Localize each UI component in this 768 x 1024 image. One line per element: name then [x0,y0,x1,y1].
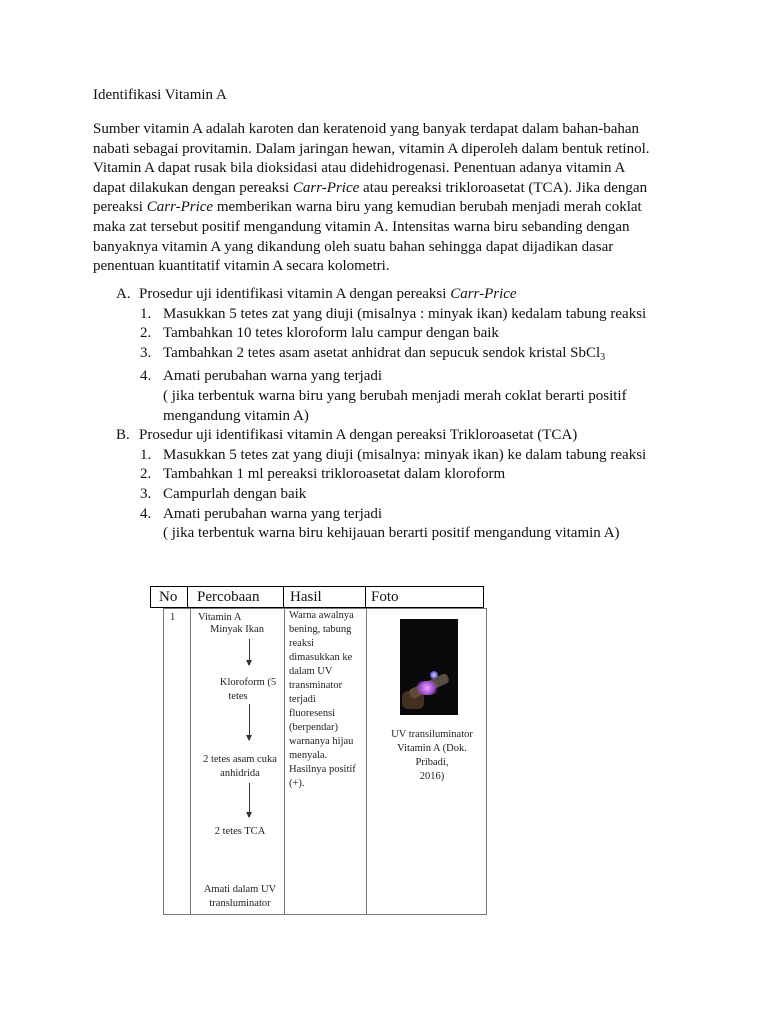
header-hasil: Hasil [290,589,322,605]
step-number: 2. [140,466,152,483]
step-text: Amati perubahan warna yang terjadi [163,368,383,385]
result-text [289,609,364,791]
flow-arrow-icon [249,783,250,817]
paragraph-line: Vitamin A dapat rusak bila dioksidasi atau didehidrogenasi. Penentuan adanya vitamin A [93,160,626,177]
list-item [93,465,693,485]
procedure-sections [93,285,693,544]
table-row [163,608,487,915]
paragraph-line: maka zat tersebut positif mengandung vitamin A. Intensitas warna biru sebanding dengan [93,218,630,235]
column-divider [190,609,191,914]
step-text: Tambahkan 10 tetes kloroform lalu campur dengan baik [163,325,499,342]
result-line: (berpendar) [289,722,338,733]
list-item [93,344,693,368]
header-no: No [159,589,178,605]
flow-arrow-icon [249,639,250,665]
step-number: 2. [140,325,152,342]
flow-arrow-icon [249,704,250,740]
list-item [93,446,693,466]
flow-step [194,753,286,781]
result-line: dalam UV [289,666,333,677]
caption-line: 2016) [419,771,445,782]
result-line: warnanya hijau [289,736,354,747]
step-note: mengandung vitamin A) [163,407,309,424]
result-line: fluoresensi [289,708,336,719]
step-text: Tambahkan 2 tetes asam asetat anhidrat dan sepucuk sendok kristal SbCl [163,344,601,361]
step-number: 1. [140,305,152,322]
header-divider [365,587,366,607]
photo-caption [382,728,482,784]
header-divider [283,587,284,607]
list-item [93,324,693,344]
flow-step [208,676,288,704]
paragraph-line: penentuan kuantitatif vitamin A secara kolometri. [93,258,390,275]
step-note: ( jika terbentuk warna biru yang berubah menjadi merah coklat berarti positif [163,387,627,404]
uv-photo [400,619,458,715]
step-text: Masukkan 5 tetes zat yang diuji (misalnya: minyak ikan) ke dalam tabung reaksi [163,446,647,463]
step-number: 4. [140,368,152,385]
result-line: terjadi [289,694,316,705]
result-line: Hasilnya positif [289,764,356,775]
step-text: Masukkan 5 tetes zat yang diuji (misalnya : minyak ikan) kedalam tabung reaksi [163,305,647,322]
italic-term: Carr-Price [146,199,214,216]
list-item [93,367,693,426]
subscript: 3 [600,351,606,363]
section-a-steps [93,305,693,427]
section-a-title-text: Prosedur uji identifikasi vitamin A dengan pereaksi [139,286,451,302]
flow-step-line: tetes [228,691,248,702]
paragraph-line: pereaksi Carr-Price memberikan warna biru yang kemudian berubah menjadi merah coklat [93,199,642,216]
paragraph-line: Sumber vitamin A adalah karoten dan keratenoid yang banyak terdapat dalam bahan-bahan [93,121,640,137]
flow-step-line: anhidrida [220,768,260,779]
step-text: Amati perubahan warna yang terjadi [163,505,383,522]
result-line: dimasukkan ke [289,652,353,663]
flow-step: Minyak Ikan [210,624,264,635]
step-number: 3. [140,344,152,361]
result-line: reaksi [289,638,315,649]
section-b-letter: B. [116,427,130,444]
section-b-steps [93,446,693,544]
step-number: 4. [140,505,152,522]
header-divider [187,587,188,607]
list-item [93,305,693,325]
result-line: transminator [289,680,343,691]
step-text: Campurlah dengan baik [163,485,307,502]
section-a-letter: A. [116,286,131,302]
list-item [93,505,693,544]
table-header [150,586,484,608]
paragraph-line: nabati sebagai provitamin. Dalam jaringan hewan, vitamin A diperoleh dalam bentuk retinol. [93,140,650,157]
result-line: bening, tabung [289,624,352,635]
paragraph-line: banyaknya vitamin A yang dikandung oleh suatu bahan sehingga dapat dijadikan dasar [93,238,614,255]
section-b-heading [93,426,693,446]
flow-step: Vitamin A [198,612,242,623]
list-item [93,485,693,505]
section-b-title: Prosedur uji identifikasi vitamin A dengan pereaksi Trikloroasetat (TCA) [139,427,578,444]
step-number: 3. [140,485,152,502]
flow-step-line: Amati dalam UV [203,884,277,895]
result-line: Warna awalnya [289,610,354,621]
result-line: menyala. [289,750,328,761]
caption-line: Vitamin A (Dok. Pribadi, [397,743,467,768]
paragraph-line: dapat dilakukan dengan pereaksi Carr-Price atau pereaksi trikloroasetat (TCA). Jika dengan [93,179,648,196]
flow-step-line: 2 tetes asam cuka [203,754,277,765]
uv-light-spot [430,671,438,679]
intro-paragraph [93,120,683,277]
caption-line: UV transiluminator [391,729,473,740]
fluorescence-glow [414,681,440,695]
step-number: 1. [140,446,152,463]
header-percobaan: Percobaan [197,589,260,605]
section-a-title-italic: Carr-Price [450,286,517,302]
results-table [150,586,484,909]
italic-term: Carr-Price [292,179,360,196]
step-note: ( jika terbentuk warna biru kehijauan berarti positif mengandung vitamin A) [163,525,620,542]
column-divider [366,609,367,914]
section-a-title [139,285,693,305]
flow-step [194,883,286,911]
flow-step-line: Kloroform (5 [219,677,277,688]
document-title: Identifikasi Vitamin A [93,87,227,103]
row-number: 1 [170,612,176,623]
flow-step: 2 tetes TCA [214,826,266,837]
flow-step-line: transluminator [209,898,271,909]
header-foto: Foto [371,589,399,605]
section-a-heading [93,285,693,305]
result-line: (+). [289,778,305,789]
step-text: Tambahkan 1 ml pereaksi trikloroasetat dalam kloroform [163,466,506,483]
